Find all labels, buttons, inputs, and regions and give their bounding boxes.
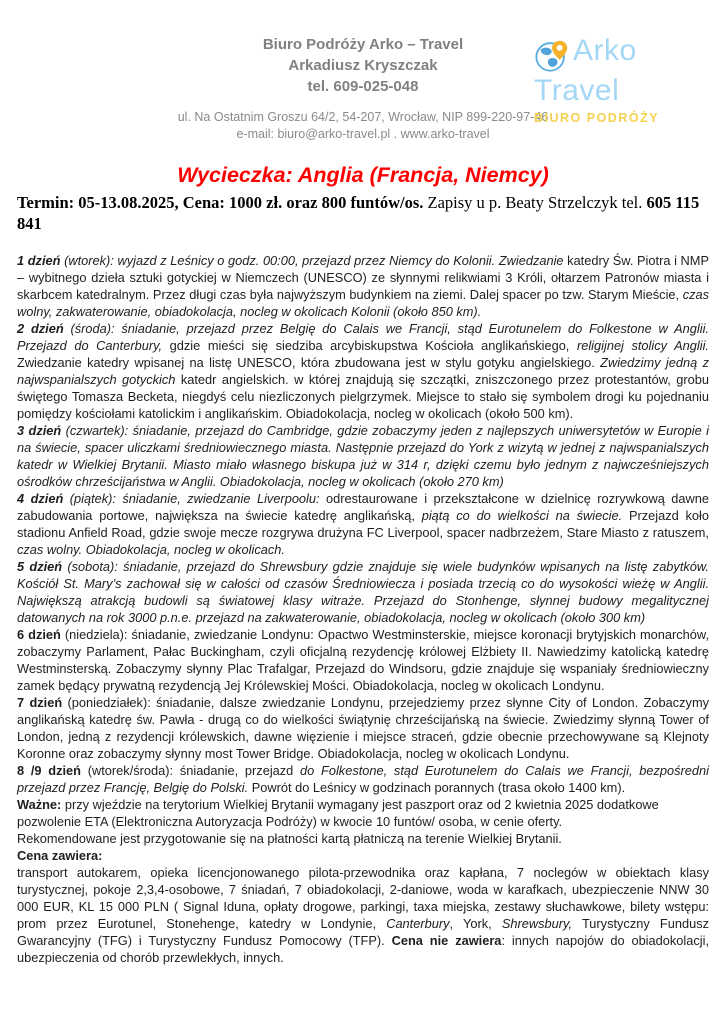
- paragraph-day-4: [17, 490, 709, 558]
- text-run: (poniedziałek): śniadanie, dalsze zwiedzanie Londynu, przejedziemy przez słynne City of London. Zobaczymy anglikańską katedrę św. Pawła - drugą co do wielkości świątynię chrześcijańską na świecie. Zwiedzimy słynną Tower of London, jedną z rezydencji królewskich, dawne więzienie i miejsce straceń, gdzie obecnie przechowywane są Klejnoty Koronne oraz zobaczymy słynny most Tower Bridge. Obiadokolacja, nocleg w okolicach Londynu.: [17, 695, 709, 761]
- text-run: do Folkestone, stąd Eurotunelem do Calais we Francji, bezpośredni przejazd przez Francję, Belgię do Polski.: [17, 763, 709, 795]
- text-run: (sobota): śniadanie, przejazd do Shrewsbury gdzie znajduje się wiele budynków wpisanych na listę zabytków. Kościół St. Mary’s zachował się w całości od czasów Średniowiecza i posiada trzecią co do wysokości wieżę w Anglii. Największą atrakcją budowli są światowej klasy witraże. Przejazd do Stonhenge, słynnej budowy megalitycznej datowanych na rok 3000 p.n.e. przejazd na zakwaterowanie, obiadokolacja, nocleg w okolicach (około 300 km): [17, 559, 709, 625]
- text-run: piątą co do wielkości na świecie.: [421, 508, 629, 523]
- text-run: (niedziela): śniadanie, zwiedzanie Londynu: Opactwo Westminsterskie, miejsce koronacji brytyjskich monarchów, zobaczymy Parlament, Pałac Buckingham, czyli oficjalną rezydencję królowej Elżbiety II. Nawiedzimy katolicką katedrę Westminsterską. Zobaczymy słynny Plac Trafalgar, Przejazd do Windsoru, gdzie znajduje się wspaniały średniowieczny zamek będący prywatną rezydencją Jej Królewskiej Mości. Obiadokolacja, nocleg w okolicach Londynu.: [17, 627, 709, 693]
- arko-travel-logo: [534, 28, 670, 125]
- text-run: 605 115 841: [17, 193, 700, 233]
- text-run: (wtorek/środa): śniadanie, przejazd: [81, 763, 301, 778]
- text-run: przy wjeździe na terytorium Wielkiej Brytanii wymagany jest paszport oraz od 2 kwietnia 2025 dodatkowe pozwolenie ETA (Elektroniczna Autoryzacja Podróży) w kwocie 10 funtów/ osoba, w cenie oferty.: [17, 797, 659, 829]
- text-run: katedry Św. Piotra i NMP – wybitnego dzieła sztuki gotyckiej w Niemczech (UNESCO) ze słynnymi relikwiami 3 Króli, ołtarzem Patronów miasta i skarbcem katedralnym. Przez długi czas była najwyższym budynkiem na ziemi. Dalej spacer po tzw. Starym Mieście,: [17, 253, 709, 302]
- paragraph-price-includes-heading: [17, 847, 709, 864]
- text-run: , York,: [449, 916, 502, 931]
- text-run: Cena nie zawiera: [391, 933, 502, 948]
- text-run: transport autokarem, opieka licencjonowanego pilota-przewodnika oraz kapłana, 7 noclegów w obiektach klasy turystycznej, pokoje 2,3,4-osobowe, 7 śniadań, 7 obiadokolacji, 2-daniowe, woda w karafkach, ubezpieczenie NNW 30 000 EUR, KL 15 000 PLN ( Signal Iduna, opłaty drogowe, parkingi, taxa miejska, zestawy słuchawkowe, bilety wstępu: prom przez Eurotunel, Stonehenge, katedry w Londynie,: [17, 865, 709, 931]
- text-run: Przejazd koło stadionu Anfield Road, gdzie swoje mecze rozgrywa drużyna FC Liverpool, spacer nadbrzeżem, Stare Miasto z ratuszem,: [17, 508, 709, 540]
- text-run: (wtorek): wyjazd z Leśnicy o godz. 00:00, przejazd przez Niemcy do Kolonii. Zwiedzanie: [60, 253, 568, 268]
- company-email-website: e-mail: biuro@arko-travel.pl . www.arko-travel: [236, 127, 490, 141]
- company-address: ul. Na Ostatnim Groszu 64/2, 54-207, Wrocław, NIP 899-220-97-46: [177, 110, 549, 124]
- text-run: Zwiedzimy jedną z najwspanialszych gotyckich: [17, 355, 709, 387]
- trip-title: Wycieczka: Anglia (Francja, Niemcy): [177, 163, 549, 187]
- text-run: Ważne:: [17, 797, 62, 812]
- text-run: 7 dzień: [17, 695, 63, 710]
- text-run: Turystyczny Fundusz Gwarancyjny (TFG) i Turystyczny Fundusz Pomocowy (TFP).: [17, 916, 709, 948]
- trip-term-price-line: [17, 192, 709, 234]
- paragraph-day-1: [17, 252, 709, 320]
- paragraph-day-3: [17, 422, 709, 490]
- text-run: 6 dzień: [17, 627, 61, 642]
- text-run: (środa): śniadanie, przejazd przez Belgię do Calais we Francji, stąd Eurotunelem do Folkestone w Anglii. Przejazd do Canterbury,: [17, 321, 709, 353]
- text-run: Shrewsbury,: [501, 916, 573, 931]
- text-run: Zapisy u p. Beaty Strzelczyk tel.: [423, 193, 647, 212]
- text-run: Canterbury: [386, 916, 450, 931]
- text-run: 2 dzień: [17, 321, 64, 336]
- text-run: gdzie mieści się siedziba arcybiskupstwa Kościoła anglikańskiego,: [169, 338, 577, 353]
- text-run: religijnej stolicy Anglii.: [576, 338, 709, 353]
- paragraph-day-5: [17, 558, 709, 626]
- text-run: 1 dzień: [17, 253, 61, 268]
- paragraph-price-includes: [17, 864, 709, 966]
- text-run: odrestaurowane i przekształcone w dzielnicę rozrywkową dawne zabudowania portowe, największa na świecie katedrę anglikańską,: [17, 491, 709, 523]
- text-run: : innych napojów do obiadokolacji, ubezpieczenia od chorób przewlekłych, innych.: [17, 933, 709, 965]
- text-run: (czwartek): śniadanie, przejazd do Cambridge, gdzie zobaczymy jeden z najlepszych uniwersytetów w Europie i na świecie, spacer uliczkami średniowiecznego miasta. Następnie przejazd do York z wizytą w jednej z najwspanialszych katedr w Wielkiej Brytanii. Miasto miało własnego biskupa już w 314 r, dzięki czemu było jednym z najwcześniejszych ośrodków chrześcijaństwa w Anglii. Obiadokolacja, nocleg w okolicach (około 270 km): [17, 423, 709, 489]
- logo-brand-line2: Travel: [534, 74, 620, 107]
- company-phone: tel. 609-025-048: [307, 78, 419, 95]
- paragraph-important-note: [17, 796, 709, 830]
- text-run: 4 dzień: [17, 491, 64, 506]
- paragraph-day-6: [17, 626, 709, 694]
- text-run: 5 dzień: [17, 559, 63, 574]
- company-name: Biuro Podróży Arko – Travel: [262, 36, 464, 53]
- logo-subtitle: BIURO PODRÓŻY: [534, 111, 660, 125]
- text-run: Zwiedzanie katedry wpisanej na listę UNESCO, która zbudowana jest w stylu gotyku angielskiego.: [17, 355, 601, 370]
- text-run: czas wolny. Obiadokolacja, nocleg w okolicach.: [17, 542, 285, 557]
- itinerary: [17, 252, 709, 966]
- paragraph-recommendation-note: [17, 830, 709, 847]
- text-run: katedr angielskich. w której znajdują się szczątki, zniszczonego przez protestantów, grobu świętego Tomasza Becketa, niegdyś celu niezliczonych pielgrzymek. Miejsce to stało się symbolem drogi ku pojednaniu pomiędzy kościołami katolickim i anglikańskim. Obiadokolacja, nocleg w okolicach (około 500 km).: [17, 372, 709, 421]
- text-run: Cena zawiera:: [17, 848, 103, 863]
- text-run: 3 dzień: [17, 423, 62, 438]
- text-run: Termin: 05-13.08.2025, Cena: 1000 zł. oraz 800 funtów/os.: [17, 193, 424, 212]
- text-run: Rekomendowane jest przygotowanie się na płatności kartą płatniczą na terenie Wielkiej Brytanii.: [17, 831, 562, 846]
- text-run: czas wolny, zakwaterowanie, obiadokolacja, nocleg w okolicach Kolonii (około 850 km).: [17, 287, 709, 319]
- globe-with-pin-icon: [534, 36, 572, 74]
- text-run: Powrót do Leśnicy w godzinach porannych (trasa około 1400 km).: [251, 780, 626, 795]
- paragraph-day-7: [17, 694, 709, 762]
- text-run: (piątek): śniadanie, zwiedzanie Liverpoolu:: [63, 491, 327, 506]
- paragraph-day-8-9: [17, 762, 709, 796]
- text-run: 8 /9 dzień: [17, 763, 81, 778]
- logo-brand-line1: Arko: [573, 34, 637, 67]
- company-owner: Arkadiusz Kryszczak: [288, 57, 438, 74]
- paragraph-day-2: [17, 320, 709, 422]
